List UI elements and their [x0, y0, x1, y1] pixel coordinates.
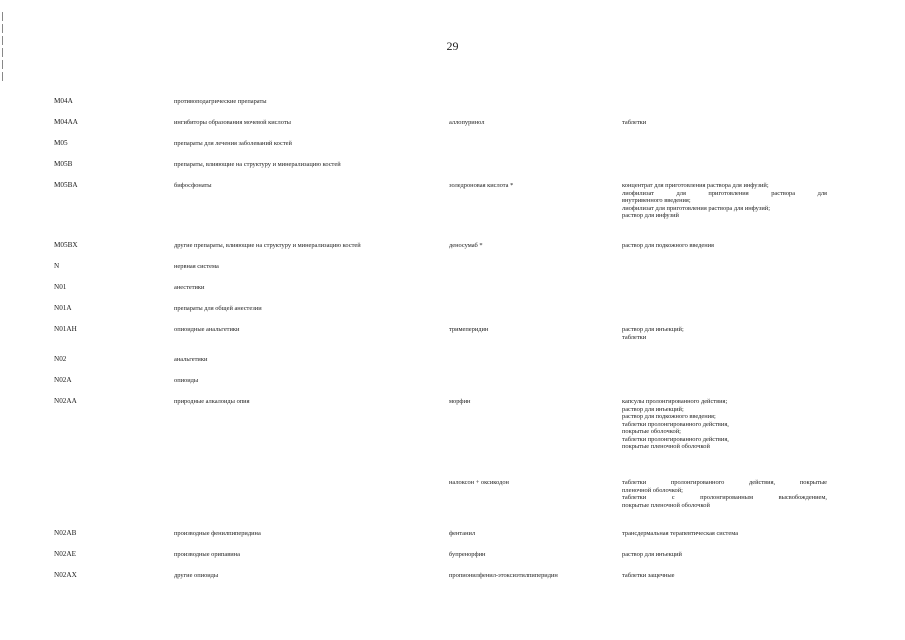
dosage-form-line: таблетки пролонгированного действия,	[622, 420, 729, 428]
atc-code: N01AH	[54, 325, 77, 333]
anatomical-therapeutic-group: анальгетики	[174, 356, 208, 363]
dosage-form-line: пленочной оболочкой;	[622, 486, 683, 494]
dosage-form-line: таблетки	[622, 119, 647, 126]
drug-name: деносумаб *	[449, 242, 483, 249]
dosage-forms	[622, 326, 827, 341]
atc-code: M04AA	[54, 118, 78, 126]
atc-code: N02AE	[54, 550, 76, 558]
drug-name: пропионилфенил-этоксиэтилпиперидин	[449, 572, 558, 579]
dosage-forms	[622, 572, 827, 580]
anatomical-therapeutic-group: ингибиторы образования мочевой кислоты	[174, 119, 291, 126]
dosage-forms	[622, 119, 827, 127]
dosage-form-line: внутривенного введения;	[622, 197, 691, 204]
atc-code: M04A	[54, 97, 73, 105]
anatomical-therapeutic-group: нервная система	[174, 263, 219, 270]
anatomical-therapeutic-group: бифосфонаты	[174, 182, 212, 189]
dosage-form-line: таблетки	[622, 333, 647, 341]
dosage-form-line: раствор для подкожного введения;	[622, 413, 716, 420]
drug-name: фентанил	[449, 530, 476, 537]
dosage-form-line: раствор для подкожного введения	[622, 242, 715, 249]
anatomical-therapeutic-group: другие препараты, влияющие на структуру и минерализацию костей	[174, 242, 361, 249]
page-number: 29	[446, 39, 459, 53]
atc-code: N01	[54, 283, 67, 291]
atc-code: M05B	[54, 160, 73, 168]
drug-name: налоксон + оксикодон	[449, 479, 509, 486]
anatomical-therapeutic-group: опиоидные анальгетики	[174, 326, 240, 333]
dosage-form-line: покрытые оболочкой;	[622, 428, 681, 435]
dosage-form-line: раствор для инъекций;	[622, 326, 684, 333]
anatomical-therapeutic-group: производные фенилпиперидина	[174, 530, 261, 537]
atc-code: N	[54, 262, 60, 270]
atc-code: M05	[54, 139, 68, 147]
dosage-form-line: капсулы пролонгированного действия;	[622, 398, 728, 405]
atc-code: N02AX	[54, 571, 77, 579]
dosage-form-line: таблетки защечные	[622, 572, 675, 579]
atc-code: N02AB	[54, 529, 77, 537]
atc-code: N01A	[54, 304, 72, 312]
atc-code: M05BX	[54, 241, 78, 249]
dosage-form-line: лиофилизат для приготовления раствора для	[622, 189, 827, 197]
anatomical-therapeutic-group: препараты, влияющие на структуру и минерализацию костей	[174, 161, 341, 168]
anatomical-therapeutic-group: природные алкалоиды опия	[174, 398, 250, 405]
dosage-forms	[622, 530, 827, 538]
anatomical-therapeutic-group: противоподагрические препараты	[174, 98, 267, 105]
drug-name: золедроновая кислота *	[449, 182, 514, 189]
dosage-form-line: раствор для инъекций	[622, 551, 682, 558]
dosage-form-line: концентрат для приготовления раствора для инфузий;	[622, 182, 769, 189]
dosage-form-line: таблетки пролонгированного действия,	[622, 435, 729, 443]
drug-name: морфин	[449, 398, 471, 405]
dosage-forms	[622, 182, 827, 220]
dosage-forms	[622, 398, 827, 451]
anatomical-therapeutic-group: другие опиоиды	[174, 572, 219, 579]
drug-name: бупренорфин	[449, 551, 486, 558]
dosage-form-line: трансдермальная терапевтическая система	[622, 530, 739, 537]
anatomical-therapeutic-group: опиоиды	[174, 377, 199, 384]
dosage-forms	[622, 551, 827, 559]
atc-code: M05BA	[54, 181, 78, 189]
dosage-form-line: покрытые пленочной оболочкой	[622, 501, 710, 509]
dosage-form-line: лиофилизат для приготовления раствора для инфузий;	[622, 204, 770, 212]
drug-name: аллопуринол	[449, 119, 485, 126]
dosage-form-line: покрытые пленочной оболочкой	[622, 443, 710, 450]
anatomical-therapeutic-group: производные орипавина	[174, 551, 240, 558]
anatomical-therapeutic-group: препараты для общей анестезии	[174, 305, 262, 312]
dosage-form-line: раствор для инфузий	[622, 212, 679, 219]
atc-code: N02A	[54, 376, 72, 384]
anatomical-therapeutic-group: препараты для лечения заболеваний костей	[174, 140, 292, 147]
dosage-forms	[622, 479, 827, 509]
drug-name: тримеперидин	[449, 326, 489, 333]
dosage-forms	[622, 242, 827, 250]
atc-code: N02AA	[54, 397, 77, 405]
dosage-form-line: таблетки с пролонгированным высвобождением,	[622, 494, 827, 501]
dosage-form-line: таблетки пролонгированного действия, покрытые	[622, 479, 827, 486]
dosage-form-line: раствор для инъекций;	[622, 405, 684, 413]
atc-code: N02	[54, 355, 67, 363]
anatomical-therapeutic-group: анестетики	[174, 284, 205, 291]
